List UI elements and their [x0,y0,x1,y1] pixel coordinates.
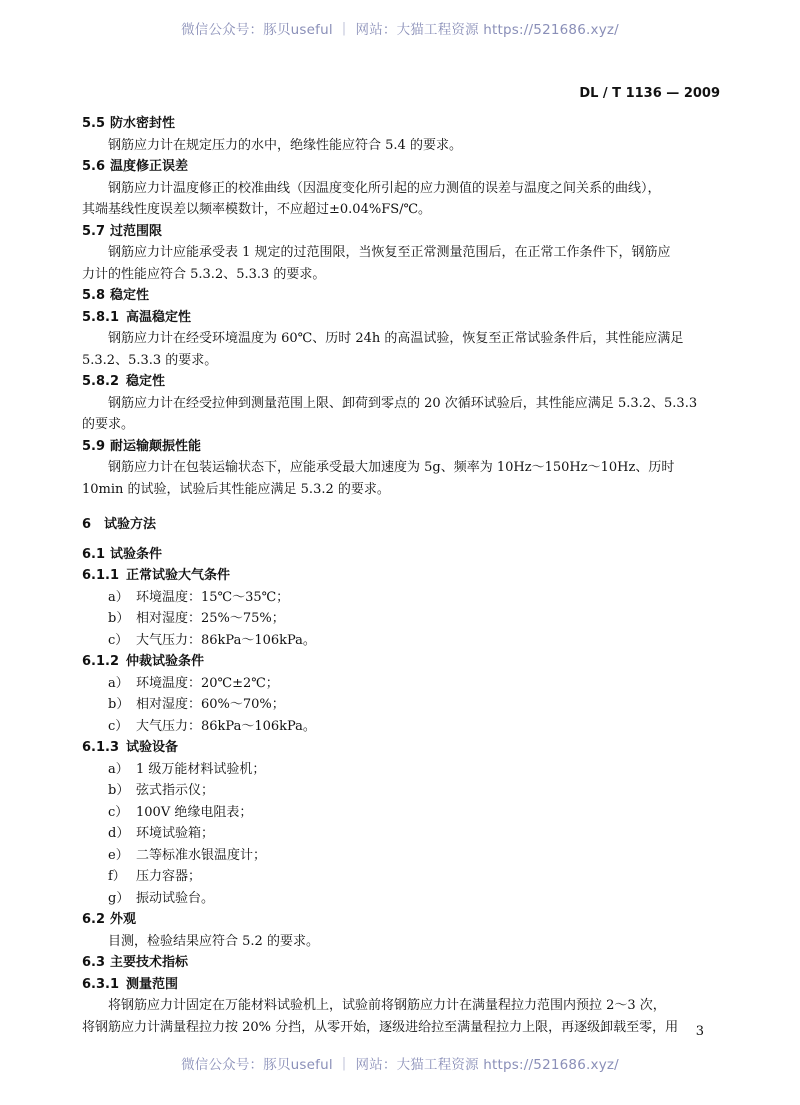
heading-6 [82,514,722,536]
paragraph-continued: 的要求。 [82,417,135,432]
list-label: b） [108,783,130,798]
list-item [82,845,722,867]
heading-number: 6.1.1 [82,568,120,583]
heading-5-6 [82,156,722,178]
paragraph: 目测，检验结果应符合 5.2 的要求。 [108,933,319,949]
heading-number: 5.6 [82,159,106,174]
heading-6-1-1 [82,565,722,587]
heading-6-1-3 [82,737,722,759]
page-body [82,113,722,1038]
heading-number: 6 [82,517,92,532]
list-text: 相对湿度：25%～75%； [136,611,285,626]
heading-5-8-2 [82,371,722,393]
heading-title: 试验条件 [110,546,163,562]
watermark-top: 微信公众号：豚贝useful ｜ 网站：大猫工程资源 https://521686.xyz/ [181,22,619,38]
heading-title: 仲裁试验条件 [126,654,205,669]
paragraph: 钢筋应力计温度修正的校准曲线（因温度变化所引起的应力测值的误差与温度之间关系的曲线）， [108,180,661,196]
heading-title: 耐运输颠振性能 [110,438,202,454]
list-text: 100V 绝缘电阻表； [136,804,253,820]
list-label: c） [108,718,129,734]
list-text: 振动试验台。 [136,890,215,906]
list-text: 压力容器； [136,869,202,884]
list-text: 大气压力：86kPa～106kPa。 [136,632,316,648]
list-label: a） [108,675,129,691]
list-text: 环境试验箱； [136,826,215,841]
paragraph: 钢筋应力计在经受环境温度为 60℃、历时 24h 的高温试验，恢复至正常试验条件后，其性能应满足 [108,331,684,346]
heading-title: 主要技术指标 [110,955,189,970]
paragraph: 钢筋应力计在包装运输状态下，应能承受最大加速度为 5g、频率为 10Hz～150Hz～10Hz、历时 [108,460,675,475]
heading-6-3-1 [82,974,722,996]
heading-title: 外观 [110,912,137,927]
list-item [82,866,722,888]
list-item [82,630,722,652]
heading-6-1-2 [82,651,722,673]
section-gap [82,536,722,544]
paragraph-continued: 将钢筋应力计满量程拉力按 20% 分挡，从零开始，逐级进给拉至满量程拉力上限，再逐级卸载至零，用 [82,1019,679,1035]
heading-title: 过范围限 [110,223,163,239]
paragraph: 钢筋应力计在经受拉伸到测量范围上限、卸荷到零点的 20 次循环试验后，其性能应满足 5.3.2、5.3.3 [108,395,698,411]
heading-number: 5.8 [82,288,106,303]
paragraph: 钢筋应力计应能承受表 1 规定的过范围限，当恢复至正常测量范围后，在正常工作条件下，钢筋应 [108,245,671,260]
list-item [82,716,722,738]
paragraph-continued: 其端基线性度误差以频率模数计，不应超过±0.04%FS/℃。 [82,202,432,217]
heading-number: 6.3.1 [82,976,120,992]
heading-number: 6.1 [82,546,106,562]
heading-title: 测量范围 [126,976,179,992]
heading-number: 5.5 [82,116,106,131]
list-label: f） [108,869,126,884]
heading-number: 6.2 [82,912,106,927]
page-number: 3 [695,1024,704,1039]
watermark-bottom: 微信公众号：豚贝useful ｜ 网站：大猫工程资源 https://521686.xyz/ [181,1057,619,1073]
paragraph-continued: 5.3.2、5.3.3 的要求。 [82,352,218,368]
paragraph: 将钢筋应力计固定在万能材料试验机上，试验前将钢筋应力计在满量程拉力范围内预拉 2～3 次， [108,998,666,1013]
heading-5-8-1 [82,307,722,329]
heading-number: 5.9 [82,438,106,454]
heading-5-7 [82,221,722,243]
list-text: 大气压力：86kPa～106kPa。 [136,718,316,734]
heading-6-2 [82,909,722,931]
list-item [82,888,722,910]
document-number: DL / T 1136 — 2009 [579,86,720,101]
list-item [82,823,722,845]
list-item [82,608,722,630]
list-label: b） [108,611,130,626]
list-text: 环境温度：15℃～35℃； [136,589,290,605]
list-label: b） [108,697,130,712]
list-label: g） [108,890,130,906]
heading-title: 防水密封性 [110,116,176,131]
list-label: e） [108,847,129,863]
list-label: c） [108,804,129,820]
list-item [82,802,722,824]
section-gap [82,500,722,514]
heading-number: 5.8.1 [82,309,120,325]
heading-number: 6.1.3 [82,740,120,755]
heading-title: 试验方法 [104,517,157,532]
list-item [82,759,722,781]
heading-number: 6.3 [82,955,106,970]
paragraph-continued: 10min 的试验，试验后其性能应满足 5.3.2 的要求。 [82,481,390,497]
heading-6-3 [82,952,722,974]
paragraph: 钢筋应力计在规定压力的水中，绝缘性能应符合 5.4 的要求。 [108,137,462,153]
heading-6-1 [82,544,722,566]
heading-number: 5.7 [82,223,106,239]
heading-title: 试验设备 [126,740,179,755]
list-label: a） [108,589,129,605]
list-text: 弦式指示仪； [136,783,215,798]
heading-number: 6.1.2 [82,654,120,669]
list-item [82,780,722,802]
list-label: c） [108,632,129,648]
list-text: 环境温度：20℃±2℃； [136,675,279,691]
list-item [82,694,722,716]
heading-5-9 [82,436,722,458]
list-text: 相对湿度：60%～70%； [136,697,285,712]
heading-title: 稳定性 [126,374,166,389]
list-text: 1 级万能材料试验机； [136,761,266,777]
list-label: a） [108,761,129,777]
heading-title: 稳定性 [110,288,150,303]
heading-5-8 [82,285,722,307]
heading-title: 高温稳定性 [126,309,192,325]
list-text: 二等标准水银温度计； [136,847,267,863]
heading-title: 温度修正误差 [110,159,189,174]
heading-5-5 [82,113,722,135]
paragraph-continued: 力计的性能应符合 5.3.2、5.3.3 的要求。 [82,266,326,282]
list-item [82,673,722,695]
heading-title: 正常试验大气条件 [126,568,231,583]
list-label: d） [108,826,130,841]
heading-number: 5.8.2 [82,374,120,389]
list-item [82,587,722,609]
